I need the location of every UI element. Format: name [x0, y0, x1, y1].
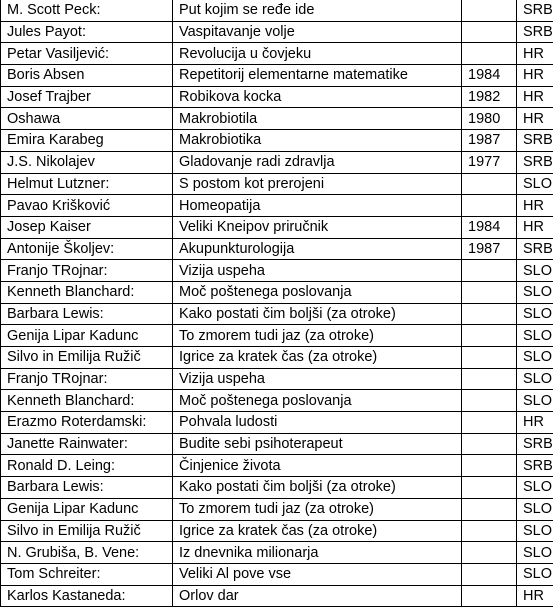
year-cell: 1982	[462, 86, 517, 108]
title-cell: Vizija uspeha	[173, 368, 462, 390]
title-cell: Robikova kocka	[173, 86, 462, 108]
language-cell: HR	[517, 43, 553, 65]
title-cell: Vaspitavanje volje	[173, 21, 462, 43]
language-cell: HR	[517, 412, 553, 434]
table-row	[1, 65, 553, 87]
year-cell	[462, 477, 517, 499]
table-row	[1, 498, 553, 520]
book-table-body	[1, 0, 553, 607]
language-cell: SLO	[517, 477, 553, 499]
language-cell: SLO	[517, 260, 553, 282]
title-cell: S postom kot prerojeni	[173, 173, 462, 195]
language-cell: HR	[517, 86, 553, 108]
table-row	[1, 281, 553, 303]
author-cell: Josep Kaiser	[1, 216, 173, 238]
year-cell	[462, 173, 517, 195]
language-cell: SRB	[517, 151, 553, 173]
title-cell: Put kojim se ređe ide	[173, 0, 462, 21]
year-cell	[462, 347, 517, 369]
table-row	[1, 542, 553, 564]
title-cell: Revolucija u čovjeku	[173, 43, 462, 65]
author-cell: Janette Rainwater:	[1, 433, 173, 455]
year-cell	[462, 21, 517, 43]
language-cell: SLO	[517, 281, 553, 303]
language-cell: SLO	[517, 368, 553, 390]
author-cell: Kenneth Blanchard:	[1, 281, 173, 303]
language-cell: HR	[517, 216, 553, 238]
table-row	[1, 130, 553, 152]
author-cell: J.S. Nikolajev	[1, 151, 173, 173]
title-cell: Makrobiotila	[173, 108, 462, 130]
title-cell: To zmorem tudi jaz (za otroke)	[173, 325, 462, 347]
author-cell: Genija Lipar Kadunc	[1, 498, 173, 520]
title-cell: Homeopatija	[173, 195, 462, 217]
title-cell: Vizija uspeha	[173, 260, 462, 282]
language-cell: SRB	[517, 0, 553, 21]
author-cell: Tom Schreiter:	[1, 563, 173, 585]
author-cell: N. Grubiša, B. Vene:	[1, 542, 173, 564]
language-cell: SRB	[517, 455, 553, 477]
table-row	[1, 303, 553, 325]
title-cell: Veliki Kneipov priručnik	[173, 216, 462, 238]
table-row	[1, 43, 553, 65]
title-cell: Makrobiotika	[173, 130, 462, 152]
language-cell: SLO	[517, 563, 553, 585]
table-row	[1, 455, 553, 477]
language-cell: SLO	[517, 347, 553, 369]
year-cell: 1977	[462, 151, 517, 173]
author-cell: Franjo TRojnar:	[1, 368, 173, 390]
title-cell: Pohvala ludosti	[173, 412, 462, 434]
year-cell	[462, 585, 517, 607]
author-cell: Josef Trajber	[1, 86, 173, 108]
year-cell	[462, 520, 517, 542]
table-row	[1, 347, 553, 369]
author-cell: Antonije Školjev:	[1, 238, 173, 260]
title-cell: Iz dnevnika milionarja	[173, 542, 462, 564]
year-cell: 1980	[462, 108, 517, 130]
year-cell	[462, 542, 517, 564]
author-cell: Genija Lipar Kadunc	[1, 325, 173, 347]
year-cell	[462, 43, 517, 65]
table-row	[1, 390, 553, 412]
table-row	[1, 368, 553, 390]
language-cell: SRB	[517, 21, 553, 43]
title-cell: Moč poštenega poslovanja	[173, 281, 462, 303]
title-cell: Igrice za kratek čas (za otroke)	[173, 347, 462, 369]
title-cell: Akupunkturologija	[173, 238, 462, 260]
title-cell: Igrice za kratek čas (za otroke)	[173, 520, 462, 542]
language-cell: SRB	[517, 433, 553, 455]
table-row	[1, 195, 553, 217]
year-cell	[462, 281, 517, 303]
table-row	[1, 21, 553, 43]
year-cell	[462, 455, 517, 477]
title-cell: Moč poštenega poslovanja	[173, 390, 462, 412]
language-cell: SLO	[517, 173, 553, 195]
table-row	[1, 173, 553, 195]
author-cell: Karlos Kastaneda:	[1, 585, 173, 607]
author-cell: Oshawa	[1, 108, 173, 130]
year-cell	[462, 0, 517, 21]
author-cell: Petar Vasiljević:	[1, 43, 173, 65]
year-cell: 1984	[462, 65, 517, 87]
language-cell: SRB	[517, 130, 553, 152]
year-cell	[462, 390, 517, 412]
language-cell: HR	[517, 65, 553, 87]
title-cell: Kako postati čim boljši (za otroke)	[173, 477, 462, 499]
author-cell: Franjo TRojnar:	[1, 260, 173, 282]
language-cell: SLO	[517, 325, 553, 347]
year-cell: 1984	[462, 216, 517, 238]
year-cell	[462, 303, 517, 325]
author-cell: Emira Karabeg	[1, 130, 173, 152]
year-cell	[462, 368, 517, 390]
author-cell: Kenneth Blanchard:	[1, 390, 173, 412]
table-row	[1, 520, 553, 542]
year-cell	[462, 195, 517, 217]
table-row	[1, 412, 553, 434]
language-cell: SRB	[517, 238, 553, 260]
author-cell: Silvo in Emilija Ružič	[1, 520, 173, 542]
table-row	[1, 151, 553, 173]
author-cell: Erazmo Roterdamski:	[1, 412, 173, 434]
language-cell: SLO	[517, 542, 553, 564]
language-cell: SLO	[517, 520, 553, 542]
language-cell: HR	[517, 585, 553, 607]
table-row	[1, 477, 553, 499]
year-cell: 1987	[462, 130, 517, 152]
author-cell: Silvo in Emilija Ružič	[1, 347, 173, 369]
language-cell: HR	[517, 195, 553, 217]
title-cell: Veliki Al pove vse	[173, 563, 462, 585]
table-row	[1, 108, 553, 130]
table-row	[1, 433, 553, 455]
year-cell	[462, 325, 517, 347]
table-row	[1, 260, 553, 282]
title-cell: To zmorem tudi jaz (za otroke)	[173, 498, 462, 520]
year-cell: 1987	[462, 238, 517, 260]
title-cell: Repetitorij elementarne matematike	[173, 65, 462, 87]
author-cell: Helmut Lutzner:	[1, 173, 173, 195]
title-cell: Gladovanje radi zdravlja	[173, 151, 462, 173]
year-cell	[462, 260, 517, 282]
title-cell: Budite sebi psihoterapeut	[173, 433, 462, 455]
table-row	[1, 585, 553, 607]
language-cell: SLO	[517, 303, 553, 325]
table-row	[1, 0, 553, 21]
author-cell: Ronald D. Leing:	[1, 455, 173, 477]
language-cell: SLO	[517, 390, 553, 412]
table-row	[1, 563, 553, 585]
year-cell	[462, 563, 517, 585]
table-row	[1, 216, 553, 238]
year-cell	[462, 498, 517, 520]
language-cell: HR	[517, 108, 553, 130]
author-cell: Barbara Lewis:	[1, 303, 173, 325]
year-cell	[462, 412, 517, 434]
author-cell: Boris Absen	[1, 65, 173, 87]
table-row	[1, 325, 553, 347]
table-row	[1, 86, 553, 108]
author-cell: Pavao Krišković	[1, 195, 173, 217]
author-cell: M. Scott Peck:	[1, 0, 173, 21]
title-cell: Orlov dar	[173, 585, 462, 607]
language-cell: SLO	[517, 498, 553, 520]
author-cell: Barbara Lewis:	[1, 477, 173, 499]
title-cell: Činjenice života	[173, 455, 462, 477]
table-row	[1, 238, 553, 260]
author-cell: Jules Payot:	[1, 21, 173, 43]
year-cell	[462, 433, 517, 455]
title-cell: Kako postati čim boljši (za otroke)	[173, 303, 462, 325]
